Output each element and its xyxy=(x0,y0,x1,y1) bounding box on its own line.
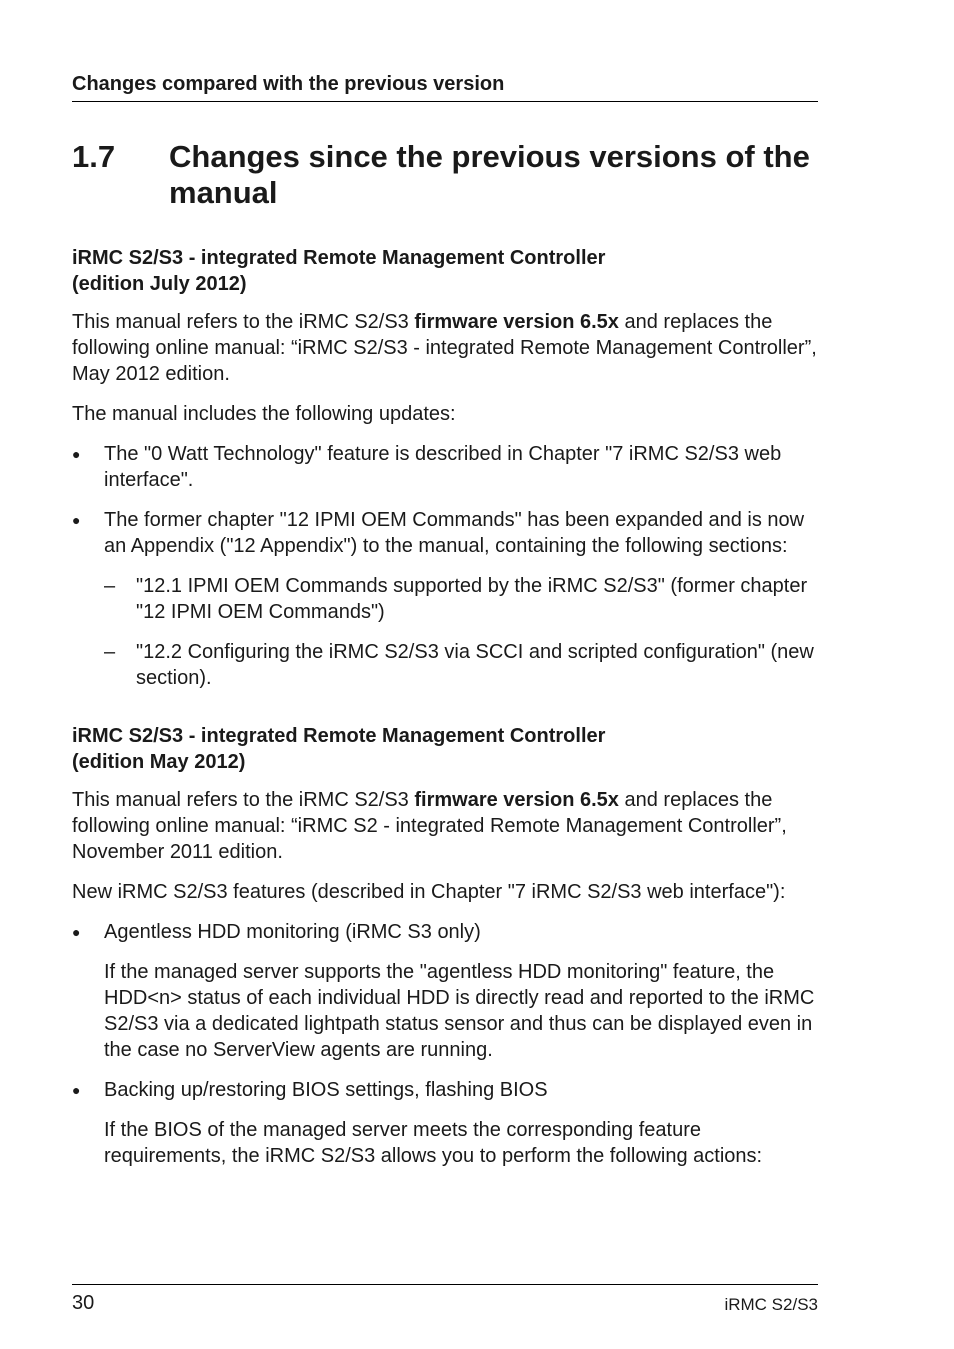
bullet-icon: ● xyxy=(72,512,81,528)
list-item xyxy=(72,507,818,559)
list-item-text: The former chapter "12 IPMI OEM Commands" has been expanded and is now an Appendix ("12 Appendix") to the manual, containing the following sections: xyxy=(104,509,805,557)
bullet-icon: ● xyxy=(72,924,81,940)
main-content xyxy=(72,245,818,1169)
intro-text-cont: and replaces the following online manual: “iRMC S2 - integrated Remote Management Controller”, November 2011 edition. xyxy=(72,789,787,863)
feature-title: Agentless HDD monitoring (iRMC S3 only) xyxy=(104,921,481,943)
list-item-text: The "0 Watt Technology" feature is described in Chapter "7 iRMC S2/S3 web interface". xyxy=(104,443,782,491)
page-number: 30 xyxy=(72,1292,95,1314)
section-heading-line1: iRMC S2/S3 - integrated Remote Management Controller xyxy=(72,725,606,747)
dash-icon: – xyxy=(104,641,116,663)
firmware-version: firmware version 6.5x xyxy=(414,789,619,811)
chapter-heading xyxy=(72,139,832,211)
intro-text: This manual refers to the iRMC S2/S3 xyxy=(72,311,415,333)
features-lead: New iRMC S2/S3 features (described in Chapter "7 iRMC S2/S3 web interface"): xyxy=(72,881,786,903)
sub-list-item xyxy=(72,573,818,625)
header-divider xyxy=(72,101,818,102)
section-may-2012 xyxy=(72,723,818,1169)
chapter-title: Changes since the previous versions of the manual xyxy=(169,139,810,210)
intro-text: This manual refers to the iRMC S2/S3 xyxy=(72,789,415,811)
sub-list-item-text: "12.1 IPMI OEM Commands supported by the iRMC S2/S3" (former chapter "12 IPMI OEM Commands") xyxy=(136,575,808,623)
feature-title: Backing up/restoring BIOS settings, flashing BIOS xyxy=(104,1079,548,1101)
feature-item xyxy=(72,919,818,945)
section-july-2012 xyxy=(72,245,818,691)
section-heading xyxy=(72,245,818,297)
footer-product-name: iRMC S2/S3 xyxy=(724,1295,818,1314)
intro-text-cont: and replaces the following online manual: “iRMC S2/S3 - integrated Remote Management Controller”, May 2012 edition. xyxy=(72,311,817,385)
chapter-number: 1.7 xyxy=(72,139,116,174)
list-item xyxy=(72,441,818,493)
updates-lead: The manual includes the following updates: xyxy=(72,403,456,425)
feature-description: If the managed server supports the "agentless HDD monitoring" feature, the HDD<n> status of each individual HDD is directly read and reported to the iRMC S2/S3 via a dedicated lightpath status sensor and thus can be displayed even in the case no ServerView agents are running. xyxy=(104,961,815,1061)
footer-divider xyxy=(72,1284,818,1285)
feature-description: If the BIOS of the managed server meets the corresponding feature requirements, the iRMC S2/S3 allows you to perform the following actions: xyxy=(104,1119,763,1167)
section-intro xyxy=(72,787,818,865)
feature-item xyxy=(72,1077,818,1103)
section-heading-line2: (edition May 2012) xyxy=(72,751,246,773)
sub-list-item xyxy=(72,639,818,691)
dash-icon: – xyxy=(104,575,116,597)
bullet-icon: ● xyxy=(72,1082,81,1098)
running-header: Changes compared with the previous version xyxy=(72,73,505,95)
firmware-version: firmware version 6.5x xyxy=(414,311,619,333)
section-heading xyxy=(72,723,818,775)
section-intro xyxy=(72,309,818,387)
section-heading-line2: (edition July 2012) xyxy=(72,273,247,295)
sub-list-item-text: "12.2 Configuring the iRMC S2/S3 via SCCI and scripted configuration" (new section). xyxy=(136,641,814,689)
bullet-icon: ● xyxy=(72,446,81,462)
section-heading-line1: iRMC S2/S3 - integrated Remote Management Controller xyxy=(72,247,606,269)
